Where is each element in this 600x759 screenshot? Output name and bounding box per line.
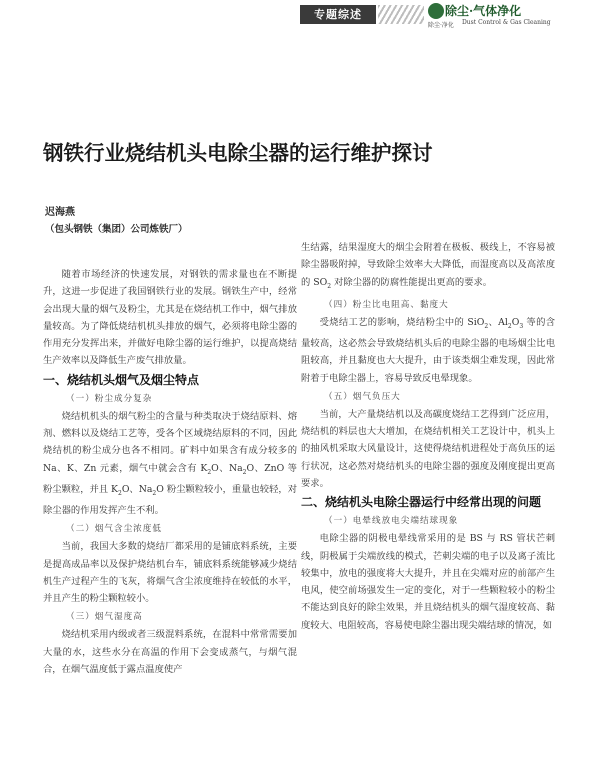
section-tag: 专题综述 [300, 5, 376, 24]
paragraph-humidity: 烧结机采用内级或者三级混料系统，在混料中常常需要加大量的水，这些水分在高温的作用下会变成蒸气，与烟气混合，在烟气温度低于露点温度使产 [43, 629, 297, 676]
header-stripes [378, 5, 424, 24]
journal-header [0, 0, 600, 34]
subsection-heading-5: （五）烟气负压大 [324, 391, 401, 402]
journal-logo-subtitle: 除尘·净化 [428, 22, 454, 29]
paragraph-corona-ball: 电除尘器的阴极电晕线常采用的是 BS 与 RS 管状芒刺线，阴极属于尖端放线的模式，芒刺尖端的电子以及离子流比较集中，放电的强度将大大提升，并且在尖端对应的前部产生电风，使空前场强发生一定的变化，对于一些颗粒较小的粉尘不能达到良好的除尘效果，并且烧结机头的烟气湿度较高、黏度较大、电阻较高，容易使电除尘器出现尖端结球的情况，如 [301, 533, 555, 631]
section-heading-2: 二、烧结机头电除尘器运行中经常出现的问题 [301, 495, 542, 510]
subsection-heading-4: （四）粉尘比电阻高、黏度大 [324, 299, 449, 310]
intro-paragraph: 随着市场经济的快速发展，对钢铁的需求量也在不断提升，这进一步促进了我国钢铁行业的发展。钢铁生产中，经常会出现大量的烟气及粉尘，尤其是在烧结机工作中，烟气排放量较高。为了降低烧结机机头排放的烟气，必须将电除尘器的作用充分发挥出来，并做好电除尘器的运行维护，以提高烧结生产效率以及降低生产废气排放量。 [43, 269, 297, 367]
right-column [301, 239, 555, 634]
paragraph-humidity-continued: 生结露，结果湿度大的烟尘会附着在极板、极线上，不容易被除尘器吸附掉，导致除尘效率大大降低，而湿度高以及高浓度的 $SO_2$ 对除尘器的防腐性能提出更高的要求。 [301, 242, 555, 290]
subsection-heading-6: （一）电晕线放电尖端结球现象 [324, 516, 459, 527]
article-title: 钢铁行业烧结机头电除尘器的运行维护探讨 [43, 141, 433, 165]
journal-name-en: Dust Control & Gas Cleaning [462, 19, 551, 26]
subsection-heading-2: （二）烟气含尘浓度低 [66, 524, 162, 535]
paragraph-dust-concentration: 当前，我国大多数的烧结厂都采用的是铺底料系统，主要是提高成品率以及保护烧结机台车，铺底料系统能够减少烧结机生产过程产生的飞灰，将烟气含尘浓度维持在较低的水平，并且产生的粉尘颗粒较小。 [43, 541, 297, 605]
author-name: 迟海燕 [45, 207, 75, 218]
subsection-heading-3: （三）烟气湿度高 [66, 612, 143, 623]
paragraph-negative-pressure: 当前，大产量烧结机以及高碳度烧结工艺得到广泛应用，烧结机的料层也大大增加，在烧结机相关工艺设计中，机头上的抽风机采取大风量设计，这使得烧结机进程处于高负压的运行状况，这必然对烧结机头的电除尘器的强度及刚度提出更高要求。 [301, 408, 555, 489]
subsection-heading-1: （一）粉尘成分复杂 [66, 393, 153, 404]
journal-logo-icon [428, 3, 444, 19]
section-heading-1: 一、烧结机头烟气及烟尘特点 [43, 372, 200, 387]
paragraph-resistivity: 受烧结工艺的影响，烧结粉尘中的 SiO$_2$、$Al_2O_3$ 等的含量较高，这必然会导致烧结机头后的电除尘器的电场烟尘比电阻较高，并且黏度也大大提升，由于该类烟尘难发现，因此常附着于电除尘器上，容易导致反电晕现象。 [301, 316, 555, 384]
journal-name-cn: 除尘·气体净化 [445, 4, 522, 18]
paragraph-dust-composition: 烧结机机头的烟气粉尘的含量与种类取决于烧结原料、熔剂、燃料以及烧结工艺等，受各个区域烧结原料的不同，因此烧结机的粉尘成分也各不相同。矿料中如果含有成分较多的 Na、K、Zn 元素，烟气中就会含有 $K_2O$、$Na_2O$、ZnO 等粉尘颗粒，并且 $K_2O$、$Na_2O$ 粉尘颗粒较小，重量也较轻，对除尘器的作用发挥产生不利。 [43, 410, 297, 516]
left-column [43, 266, 297, 678]
author-affiliation: （包头钢铁（集团）公司炼铁厂） [45, 224, 188, 235]
